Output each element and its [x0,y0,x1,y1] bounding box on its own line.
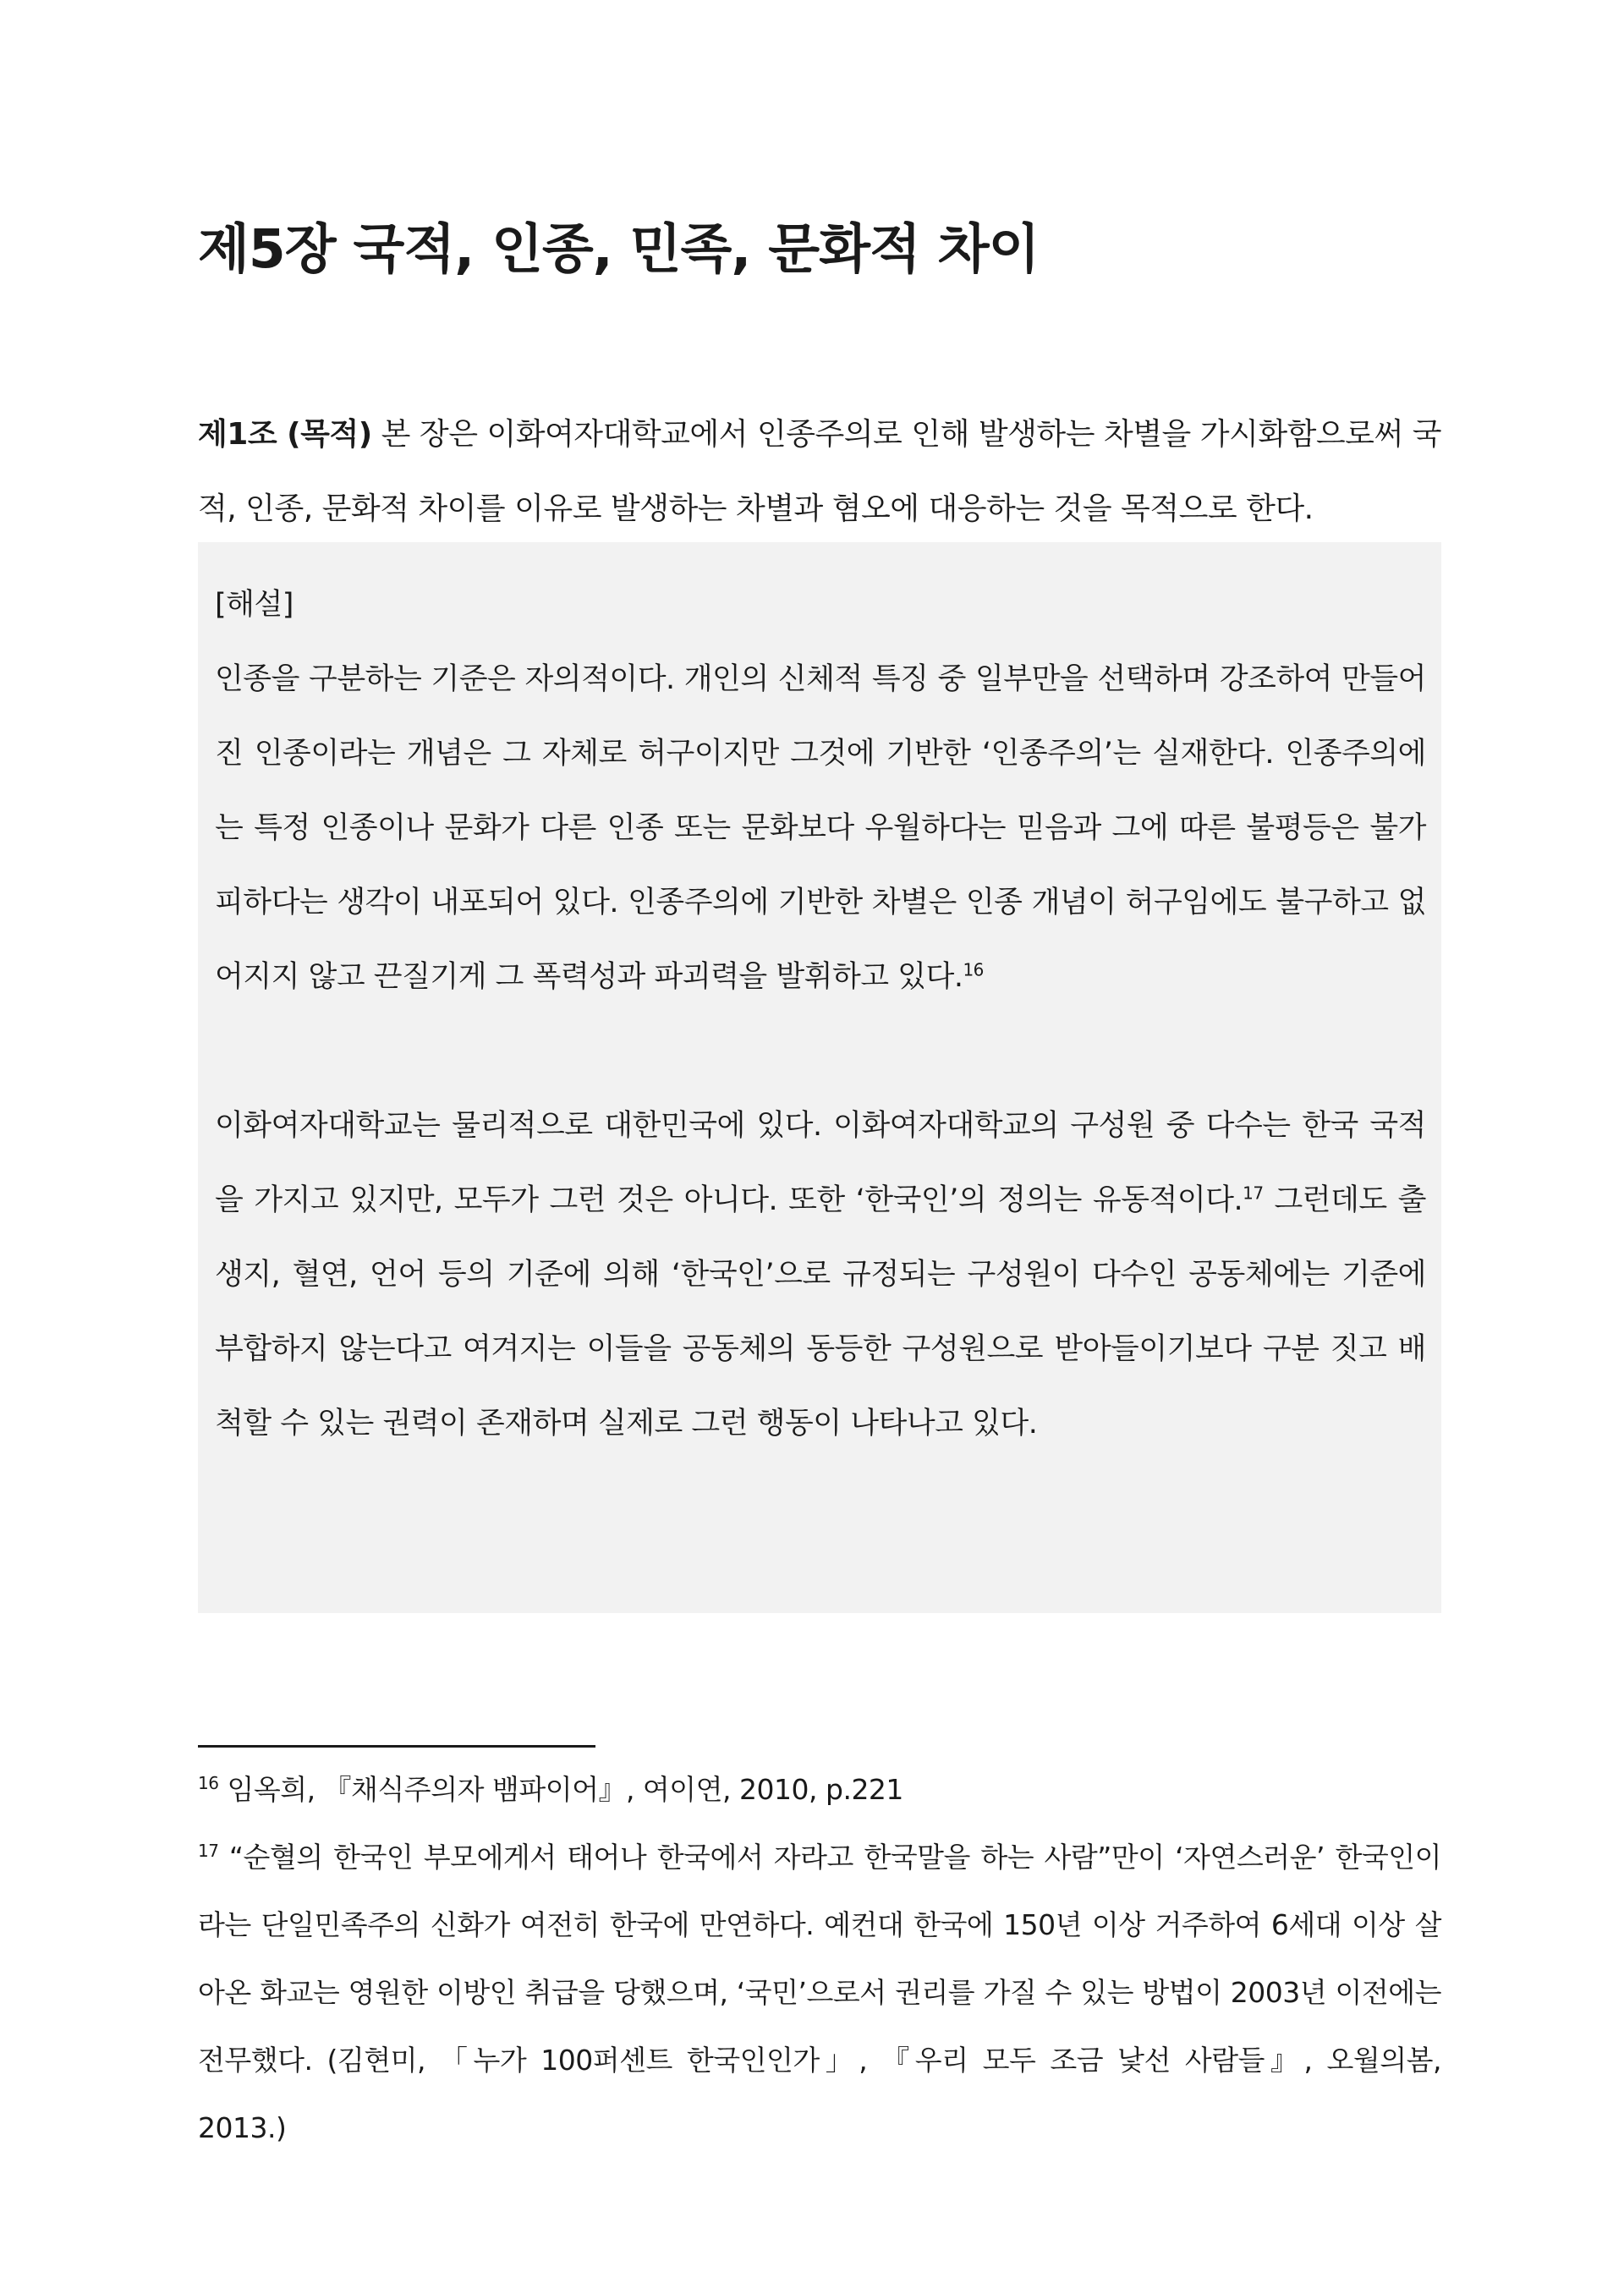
footnote-divider [198,1745,595,1748]
footnote-ref-17[interactable]: 17 [1243,1183,1264,1204]
paragraph-gap [215,1014,1426,1089]
footnote-number-16: 16 [198,1773,219,1793]
commentary-paragraph-2-text-b: 그런데도 출생지, 혈연, 언어 등의 기준에 의해 ‘한국인’으로 규정되는 구성원이 다수인 공동체에는 기준에 부합하지 않는다고 여겨지는 이들을 공동체의 동등한 구성원으로 받아들이기보다 구분 짓고 배척할 수 있는 권력이 존재하며 실제로 그런 행동이 나타나고 있다. [215,1183,1426,1441]
footnote-ref-16[interactable]: 16 [963,959,984,980]
article-1 [198,398,1441,546]
footnote-number-17: 17 [198,1841,219,1861]
commentary-paragraph-1-text: 인종을 구분하는 기준은 자의적이다. 개인의 신체적 특징 중 일부만을 선택하며 강조하여 만들어진 인종이라는 개념은 그 자체로 허구이지만 그것에 기반한 ‘인종주의’는 실재한다. 인종주의에는 특정 인종이나 문화가 다른 인종 또는 문화보다 우월하다는 믿음과 그에 따른 불평등은 불가피하다는 생각이 내포되어 있다. 인종주의에 기반한 차별은 인종 개념이 허구임에도 불구하고 없어지지 않고 끈질기게 그 폭력성과 파괴력을 발휘하고 있다. [215,662,1426,994]
commentary-label: [해설] [215,588,294,622]
commentary-paragraph-1 [215,642,1426,1014]
commentary-paragraph-2-text-a: 이화여자대학교는 물리적으로 대한민국에 있다. 이화여자대학교의 구성원 중 다수는 한국 국적을 가지고 있지만, 모두가 그런 것은 아니다. 또한 ‘한국인’의 정의는 유동적이다. [215,1109,1426,1217]
article-text: 본 장은 이화여자대학교에서 인종주의로 인해 발생하는 차별을 가시화함으로써 국적, 인종, 문화적 차이를 이유로 발생하는 차별과 혐오에 대응하는 것을 목적으로 한다. [198,417,1442,526]
chapter-title: 제5장 국적, 인종, 민족, 문화적 차이 [198,218,1040,280]
footnote-16 [198,1756,1441,1824]
commentary-paragraph-2 [215,1089,1426,1461]
footnote-16-text: 임옥희, 『채식주의자 뱀파이어』, 여이연, 2010, p.221 [218,1773,903,1806]
footnotes [198,1756,1441,2162]
article-heading: 제1조 (목적) [198,417,372,452]
footnote-17-text: “순혈의 한국인 부모에게서 태어나 한국에서 자라고 한국말을 하는 사람”만이 ‘자연스러운’ 한국인이라는 단일민족주의 신화가 여전히 한국에 만연하다. 예컨대 한국에 150년 이상 거주하여 6세대 이상 살아온 화교는 영원한 이방인 취급을 당했으며, ‘국민’으로서 권리를 가질 수 있는 방법이 2003년 이전에는 전무했다. (김현미, 「누가 100퍼센트 한국인인가」, 『우리 모두 조금 낯선 사람들』, 오월의봄, 2013.) [198,1841,1441,2144]
commentary-box [198,542,1441,1613]
footnote-17 [198,1824,1441,2162]
